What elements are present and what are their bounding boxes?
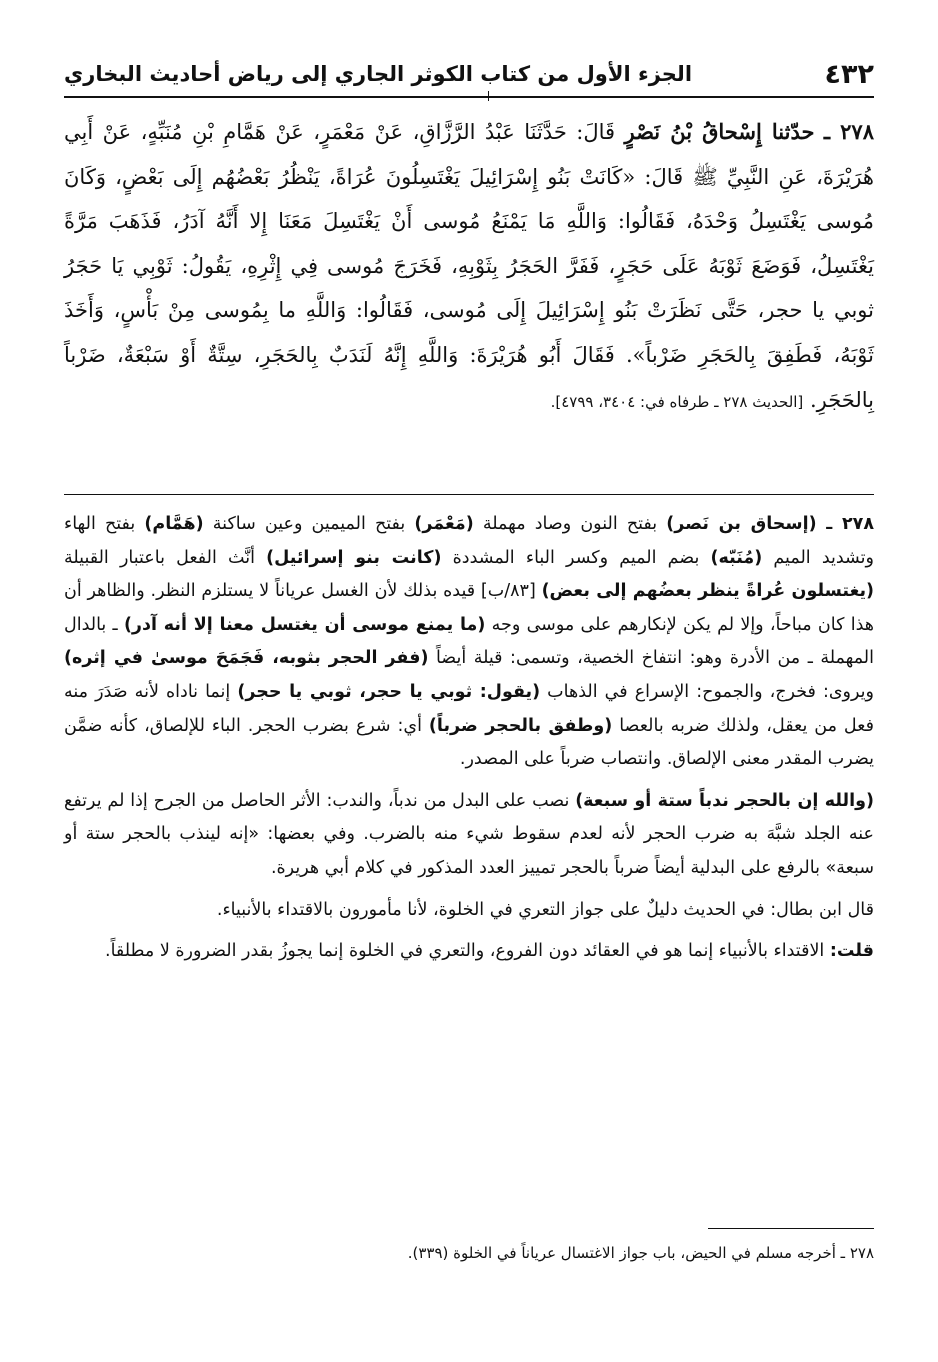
page-header [64, 50, 874, 98]
hadith-lead: حدّثنا إِسْحاقُ بْنُ نَصْرٍ [624, 119, 815, 144]
hadith-reference: [الحديث ٢٧٨ ـ طرفاه في: ٣٤٠٤، ٤٧٩٩]. [550, 392, 804, 411]
commentary-text: ويروى: فخرج، والجموح: الإسراع في الذهاب [540, 681, 874, 702]
page-number: ٤٣٢ [824, 58, 874, 90]
commentary-text: أي: شرع بضرب الحجر. الباء للإلصاق، كأنه ضمَّن يضرب المقدر معنى الإلصاق. وانتصاب ضرباً على المصدر. [64, 715, 874, 770]
commentary-text: الاقتداء بالأنبياء إنما هو في العقائد دون الفروع، والتعري في الخلوة إنما يجوزُ بقدر الضرورة لا مطلقاً. [105, 941, 830, 962]
commentary [64, 508, 874, 969]
section-divider [64, 494, 874, 495]
commentary-bold-phrase: (هَمَّام) [144, 514, 204, 534]
commentary-text: أنَّث الفعل باعتبار القبيلة [64, 547, 267, 568]
commentary-paragraph [64, 785, 874, 886]
footnote: ٢٧٨ ـ أخرجه مسلم في الحيض، باب جواز الاغتسال عرياناً في الخلوة (٣٣٩). [407, 1244, 874, 1262]
commentary-bold-phrase: (ففر الحجر بثوبه، فَجَمَحَ موسىٰ في إثره) [64, 648, 429, 669]
commentary-text: [٨٣/ب] قيده بذلك لأن الغسل عرياناً لا يستلزم النظر. والظاهر أن هذا كان مباحاً، وإلا لم يكن لإنكارهم على موسى وجه [64, 581, 874, 635]
commentary-bold-phrase: قلت: [829, 941, 874, 962]
commentary-text: قال ابن بطال: في الحديث دليلٌ على جواز التعري في الخلوة، لأنا مأمورون بالاقتداء بالأنبياء. [216, 899, 874, 920]
commentary-bold-phrase: (يغتسلون عُراةً ينظر بعضُهم إلى بعض) [541, 581, 875, 602]
hadith-text [64, 110, 874, 424]
hadith-body: قَالَ: حَدَّثَنَا عَبْدُ الرَّزَّاقِ، عَنْ مَعْمَرٍ، عَنْ هَمَّامِ بْنِ مُنَبِّهٍ، عَنْ أَبِي هُرَيْرَةَ، عَنِ النَّبِيِّ ﷺ قَالَ: «كَانَتْ بَنُو إِسْرَائِيلَ يَغْتَسِلُونَ عُرَاةً، يَنْظُرُ بَعْضُهُم إِلَى بَعْضٍ، وَكَانَ مُوسى يَغْتَسِلُ وَحْدَهُ، فَقَالُوا: وَاللَّهِ مَا يَمْنَعُ مُوسى أَنْ يَغْتَسِلَ مَعَنَا إِلا أَنَّهُ آدَرُ، فَذَهَبَ مَرَّةً يَغْتَسِلُ، فَوَضَعَ ثَوْبَهُ عَلَى حَجَرٍ، فَفَرَّ الحَجَرُ بِثَوْبِهِ، فَخَرَجَ مُوسى فِي إِثْرِهِ، يَقُولُ: ثَوْبِي يَا حَجَرُ ثوبي يا حجر، حَتَّى نَظَرَتْ بَنُو إِسْرَائِيلَ إِلَى مُوسى، فَقَالُوا: وَاللَّهِ ما بِمُوسى مِنْ بَأْسٍ، وَأَخَذَ ثَوْبَهُ، فَطَفِقَ بِالحَجَرِ ضَرْباً». فَقَالَ أَبُو هُرَيْرَةَ: وَاللَّهِ إِنَّهُ لَنَدَبٌ بِالحَجَرِ، سِتَّةٌ أَوْ سَبْعَةٌ، ضَرْباً بِالحَجَرِ. [64, 120, 874, 412]
commentary-paragraph [64, 508, 874, 777]
header-center-mark [488, 91, 489, 101]
commentary-paragraph [64, 935, 874, 969]
commentary-bold-phrase: (والله إن بالحجر ندباً ستة أو سبعة) [575, 790, 874, 811]
commentary-bold-phrase: (إسحاق بن نَصر) [666, 514, 817, 534]
commentary-text: بفتح الميمين وعين ساكنة [203, 514, 415, 534]
hadith-number: ٢٧٨ ـ [823, 119, 874, 144]
commentary-paragraph [64, 894, 874, 928]
commentary-text: بضم الميم وكسر الباء المشددة [441, 547, 711, 568]
commentary-bold-phrase: (ما يمنع موسى أن يغتسل معنا إلا أنه آدر) [123, 614, 486, 635]
commentary-text: بفتح النون وصاد مهملة [473, 514, 667, 534]
footnote-rule [708, 1228, 874, 1229]
running-title: الجزء الأول من كتاب الكوثر الجاري إلى رياض أحاديث البخاري [64, 62, 693, 86]
commentary-bold-phrase: (وطفق بالحجر ضرباً) [428, 715, 613, 736]
commentary-bold-phrase: (كانت بنو إسرائيل) [266, 547, 442, 568]
header-rule [64, 96, 874, 98]
commentary-text: بفتح الهاء وتشديد الميم [64, 514, 874, 568]
commentary-bold-phrase: (مُنَبّه) [710, 547, 763, 568]
commentary-text: نصب على البدل من ندباً، والندب: الأثر الحاصل من الجرح إذا لم يرتفع عنه الجلد شبَّهَ به ضرب الحجر لأنه لعدم سقوط شيء منه بالضرب. وفي بعضها: «إنه لينذب بالحجر ستة أو سبعة» بالرفع على البدلية أيضاً ضرباً بالحجر تمييز العدد المذكور في كلام أبي هريرة. [64, 790, 874, 878]
commentary-text: ـ بالدال المهملة ـ من الأدرة وهو: انتفاخ الخصية، وتسمى: قيلة أيضاً [64, 614, 874, 669]
commentary-bold-phrase: (مَعْمَر) [414, 514, 474, 534]
commentary-bold-phrase: ٢٧٨ ـ [816, 514, 874, 534]
commentary-text: إنما ناداه لأنه صَدَرَ منه فعل من يعقل، ولذلك ضربه بالعصا [64, 681, 874, 736]
commentary-bold-phrase: (يقول: ثوبي يا حجر، ثوبي يا حجر) [237, 681, 541, 702]
